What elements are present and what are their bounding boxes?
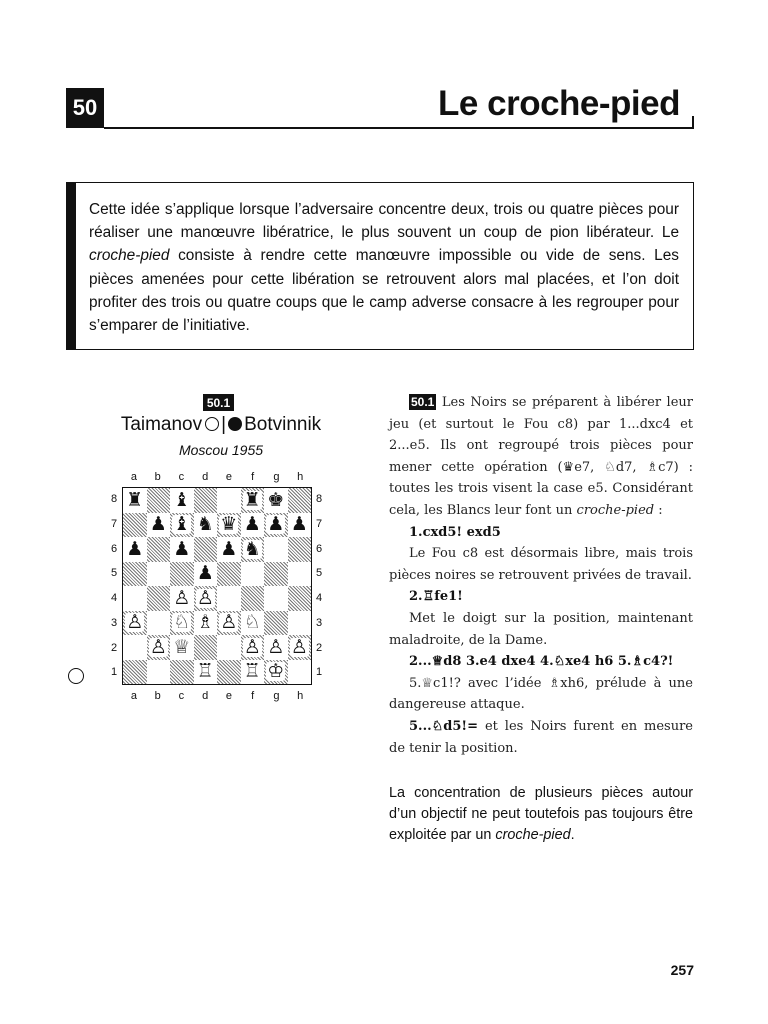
commentary-text-4: 5.♕c1!? avec l’idée ♗xh6, prélude à une dangereuse attaque. [389, 675, 693, 713]
chess-piece-icon: ♙ [290, 635, 308, 658]
commentary-text-1a: Les Noirs se préparent à libérer leur jeu (et surtout le Fou c8) par 1...dxc4 et 2...e5. Ils ont regroupé trois pièces pour mener cette opération (♛e7, ♘d7, ♗c7) : toutes les trois visent la case e5. Considérant cela, les Blancs leur font un [389, 395, 693, 518]
rank-label-1: 1 [315, 666, 323, 679]
square-b8 [147, 488, 171, 513]
rank-label-3: 3 [315, 616, 323, 629]
square-d6 [194, 537, 218, 562]
square-a8 [123, 488, 147, 513]
chess-piece-icon: ♙ [267, 635, 285, 658]
square-a6 [123, 537, 147, 562]
chess-piece-icon: ♟ [126, 537, 144, 560]
page-number: 257 [670, 962, 694, 978]
move-line-3: 2...♕d8 3.e4 dxe4 4.♘xe4 h6 5.♗c4?! [409, 654, 674, 670]
square-h3 [288, 611, 312, 636]
square-f3 [241, 611, 265, 636]
square-a4 [123, 586, 147, 611]
commentary-intro [389, 392, 693, 522]
file-label-a: a [130, 690, 137, 702]
square-f4 [241, 586, 265, 611]
square-a2 [123, 635, 147, 660]
square-e4 [217, 586, 241, 611]
chess-piece-icon: ♙ [220, 611, 238, 634]
rank-label-1: 1 [110, 666, 118, 679]
rank-label-8: 8 [110, 493, 118, 505]
commentary-diagram-ref: 50.1 [411, 395, 435, 409]
square-e1 [217, 660, 241, 685]
square-e3 [217, 611, 241, 636]
players-separator: | [221, 414, 227, 435]
square-e2 [217, 635, 241, 660]
square-g4 [264, 586, 288, 611]
chess-piece-icon: ♙ [149, 635, 167, 658]
file-label-g: g [273, 690, 280, 702]
file-label-f: f [251, 471, 255, 483]
commentary-text-3: Met le doigt sur la position, maintenant maladroite, de la Dame. [389, 610, 693, 648]
square-b3 [147, 611, 171, 636]
chess-piece-icon: ♟ [290, 513, 308, 536]
intro-text [76, 183, 693, 337]
chess-piece-icon: ♛ [220, 513, 238, 536]
chapter-title: Le croche-pied [438, 84, 680, 123]
square-g5 [264, 562, 288, 587]
square-f6 [241, 537, 265, 562]
commentary-text-5-body: et les Noirs furent en mesure de tenir la position. [389, 718, 693, 756]
square-c3 [170, 611, 194, 636]
black-circle-icon [228, 417, 242, 431]
square-h6 [288, 537, 312, 562]
square-c1 [170, 660, 194, 685]
rank-label-2: 2 [110, 641, 118, 654]
file-label-e: e [225, 471, 232, 483]
square-c7 [170, 513, 194, 538]
chess-piece-icon: ♙ [243, 635, 261, 658]
rank-labels-right [313, 487, 325, 685]
square-e7 [217, 513, 241, 538]
players-line [110, 414, 332, 436]
file-label-b: b [154, 690, 161, 702]
chess-piece-icon: ♝ [173, 488, 191, 511]
chess-piece-icon: ♜ [243, 488, 261, 511]
conclusion [389, 783, 693, 846]
chess-piece-icon: ♜ [126, 488, 144, 511]
square-d7 [194, 513, 218, 538]
chess-piece-icon: ♖ [243, 660, 261, 683]
square-c8 [170, 488, 194, 513]
file-label-h: h [297, 690, 304, 702]
move-line-2: 2.♖fe1! [409, 589, 463, 605]
square-d1 [194, 660, 218, 685]
rank-labels-left [108, 487, 120, 685]
square-a5 [123, 562, 147, 587]
square-h5 [288, 562, 312, 587]
chess-piece-icon: ♘ [243, 611, 261, 634]
event: Moscou 1955 [178, 442, 264, 458]
rank-label-3: 3 [110, 616, 118, 629]
intro-text-emphasis: croche-pied [89, 247, 170, 265]
file-label-c: c [178, 690, 185, 702]
white-player: Taimanov [120, 414, 203, 435]
square-a3 [123, 611, 147, 636]
rank-label-8: 8 [315, 493, 323, 505]
chess-piece-icon: ♟ [220, 537, 238, 560]
commentary [389, 392, 693, 759]
file-label-h: h [297, 471, 304, 483]
rank-label-6: 6 [110, 542, 118, 555]
rank-label-7: 7 [110, 517, 118, 530]
chapter-number: 50 [66, 88, 104, 128]
square-f2 [241, 635, 265, 660]
square-b7 [147, 513, 171, 538]
chess-piece-icon: ♞ [196, 513, 214, 536]
chess-piece-icon: ♚ [267, 488, 285, 511]
square-c2 [170, 635, 194, 660]
file-label-c: c [178, 471, 185, 483]
square-a7 [123, 513, 147, 538]
rank-label-4: 4 [110, 592, 118, 604]
file-labels-top [122, 471, 312, 485]
square-h8 [288, 488, 312, 513]
square-b4 [147, 586, 171, 611]
file-label-g: g [273, 471, 280, 483]
intro-box [66, 182, 694, 350]
rank-label-5: 5 [110, 567, 118, 580]
square-e6 [217, 537, 241, 562]
square-b6 [147, 537, 171, 562]
square-g8 [264, 488, 288, 513]
chapter-rule [104, 127, 694, 129]
chess-piece-icon: ♟ [196, 562, 214, 585]
conclusion-end: . [570, 827, 575, 843]
rank-label-7: 7 [315, 517, 323, 530]
rank-label-5: 5 [315, 567, 323, 580]
chess-piece-icon: ♞ [243, 537, 261, 560]
file-label-a: a [130, 471, 137, 483]
square-b2 [147, 635, 171, 660]
chess-piece-icon: ♝ [173, 513, 191, 536]
square-d3 [194, 611, 218, 636]
chess-piece-icon: ♟ [267, 513, 285, 536]
chess-piece-icon: ♙ [173, 586, 191, 609]
square-g3 [264, 611, 288, 636]
square-g6 [264, 537, 288, 562]
conclusion-emphasis: croche-pied [495, 827, 571, 843]
move-line-1: 1.cxd5! exd5 [409, 524, 501, 540]
chapter-rule-tick [692, 116, 694, 129]
chess-piece-icon: ♖ [196, 660, 214, 683]
square-d2 [194, 635, 218, 660]
chess-piece-icon: ♟ [173, 537, 191, 560]
intro-text-part2: consiste à rendre cette manœuvre impossible ou vide de sens. Les pièces amenées pour cette libération se retrouvent alors mal placées, et l’on doit profiter des trois ou quatre coups que le camp adverse consacre à les regrouper pour s’emparer de l’initiative. [89, 247, 679, 335]
chess-piece-icon: ♔ [267, 660, 285, 683]
square-g2 [264, 635, 288, 660]
file-labels-bottom [122, 690, 312, 704]
white-circle-icon [205, 417, 219, 431]
square-b5 [147, 562, 171, 587]
square-d5 [194, 562, 218, 587]
chess-board [122, 487, 312, 685]
file-label-f: f [251, 690, 255, 702]
file-label-d: d [202, 471, 209, 483]
file-label-b: b [154, 471, 161, 483]
square-g7 [264, 513, 288, 538]
rank-label-2: 2 [315, 641, 323, 654]
chess-piece-icon: ♟ [243, 513, 261, 536]
square-h7 [288, 513, 312, 538]
square-f1 [241, 660, 265, 685]
commentary-text-5 [389, 716, 693, 759]
chess-piece-icon: ♟ [149, 513, 167, 536]
square-f8 [241, 488, 265, 513]
chess-piece-icon: ♘ [173, 611, 191, 634]
chess-piece-icon: ♙ [126, 611, 144, 634]
square-b1 [147, 660, 171, 685]
square-c6 [170, 537, 194, 562]
commentary-text-1-emphasis: croche-pied [576, 502, 655, 518]
black-player: Botvinnik [244, 414, 322, 435]
square-c4 [170, 586, 194, 611]
square-d4 [194, 586, 218, 611]
square-e5 [217, 562, 241, 587]
conclusion-text: La concentration de plusieurs pièces autour d’un objectif ne peut toutefois pas toujours être exploitée par un [389, 785, 693, 843]
white-to-move-icon [68, 668, 84, 684]
square-e8 [217, 488, 241, 513]
chess-piece-icon: ♗ [196, 611, 214, 634]
diagram-number: 50.1 [203, 394, 234, 411]
chess-piece-icon: ♙ [196, 586, 214, 609]
chess-piece-icon: ♕ [173, 635, 191, 658]
file-label-d: d [202, 690, 209, 702]
square-f7 [241, 513, 265, 538]
square-h1 [288, 660, 312, 685]
square-h2 [288, 635, 312, 660]
square-c5 [170, 562, 194, 587]
rank-label-4: 4 [315, 592, 323, 604]
square-d8 [194, 488, 218, 513]
square-a1 [123, 660, 147, 685]
commentary-text-1b: : [654, 502, 663, 518]
square-h4 [288, 586, 312, 611]
file-label-e: e [225, 690, 232, 702]
intro-text-part1: Cette idée s’applique lorsque l’adversaire concentre deux, trois ou quatre pièces pour réaliser une manœuvre libératrice, le plus souvent un coup de pion libérateur. Le [89, 201, 679, 242]
square-g1 [264, 660, 288, 685]
rank-label-6: 6 [315, 542, 323, 555]
commentary-text-2: Le Fou c8 est désormais libre, mais trois pièces noires se retrouvent privées de travail. [389, 546, 693, 583]
square-f5 [241, 562, 265, 587]
move-line-5: 5...♘d5!= [409, 718, 479, 734]
